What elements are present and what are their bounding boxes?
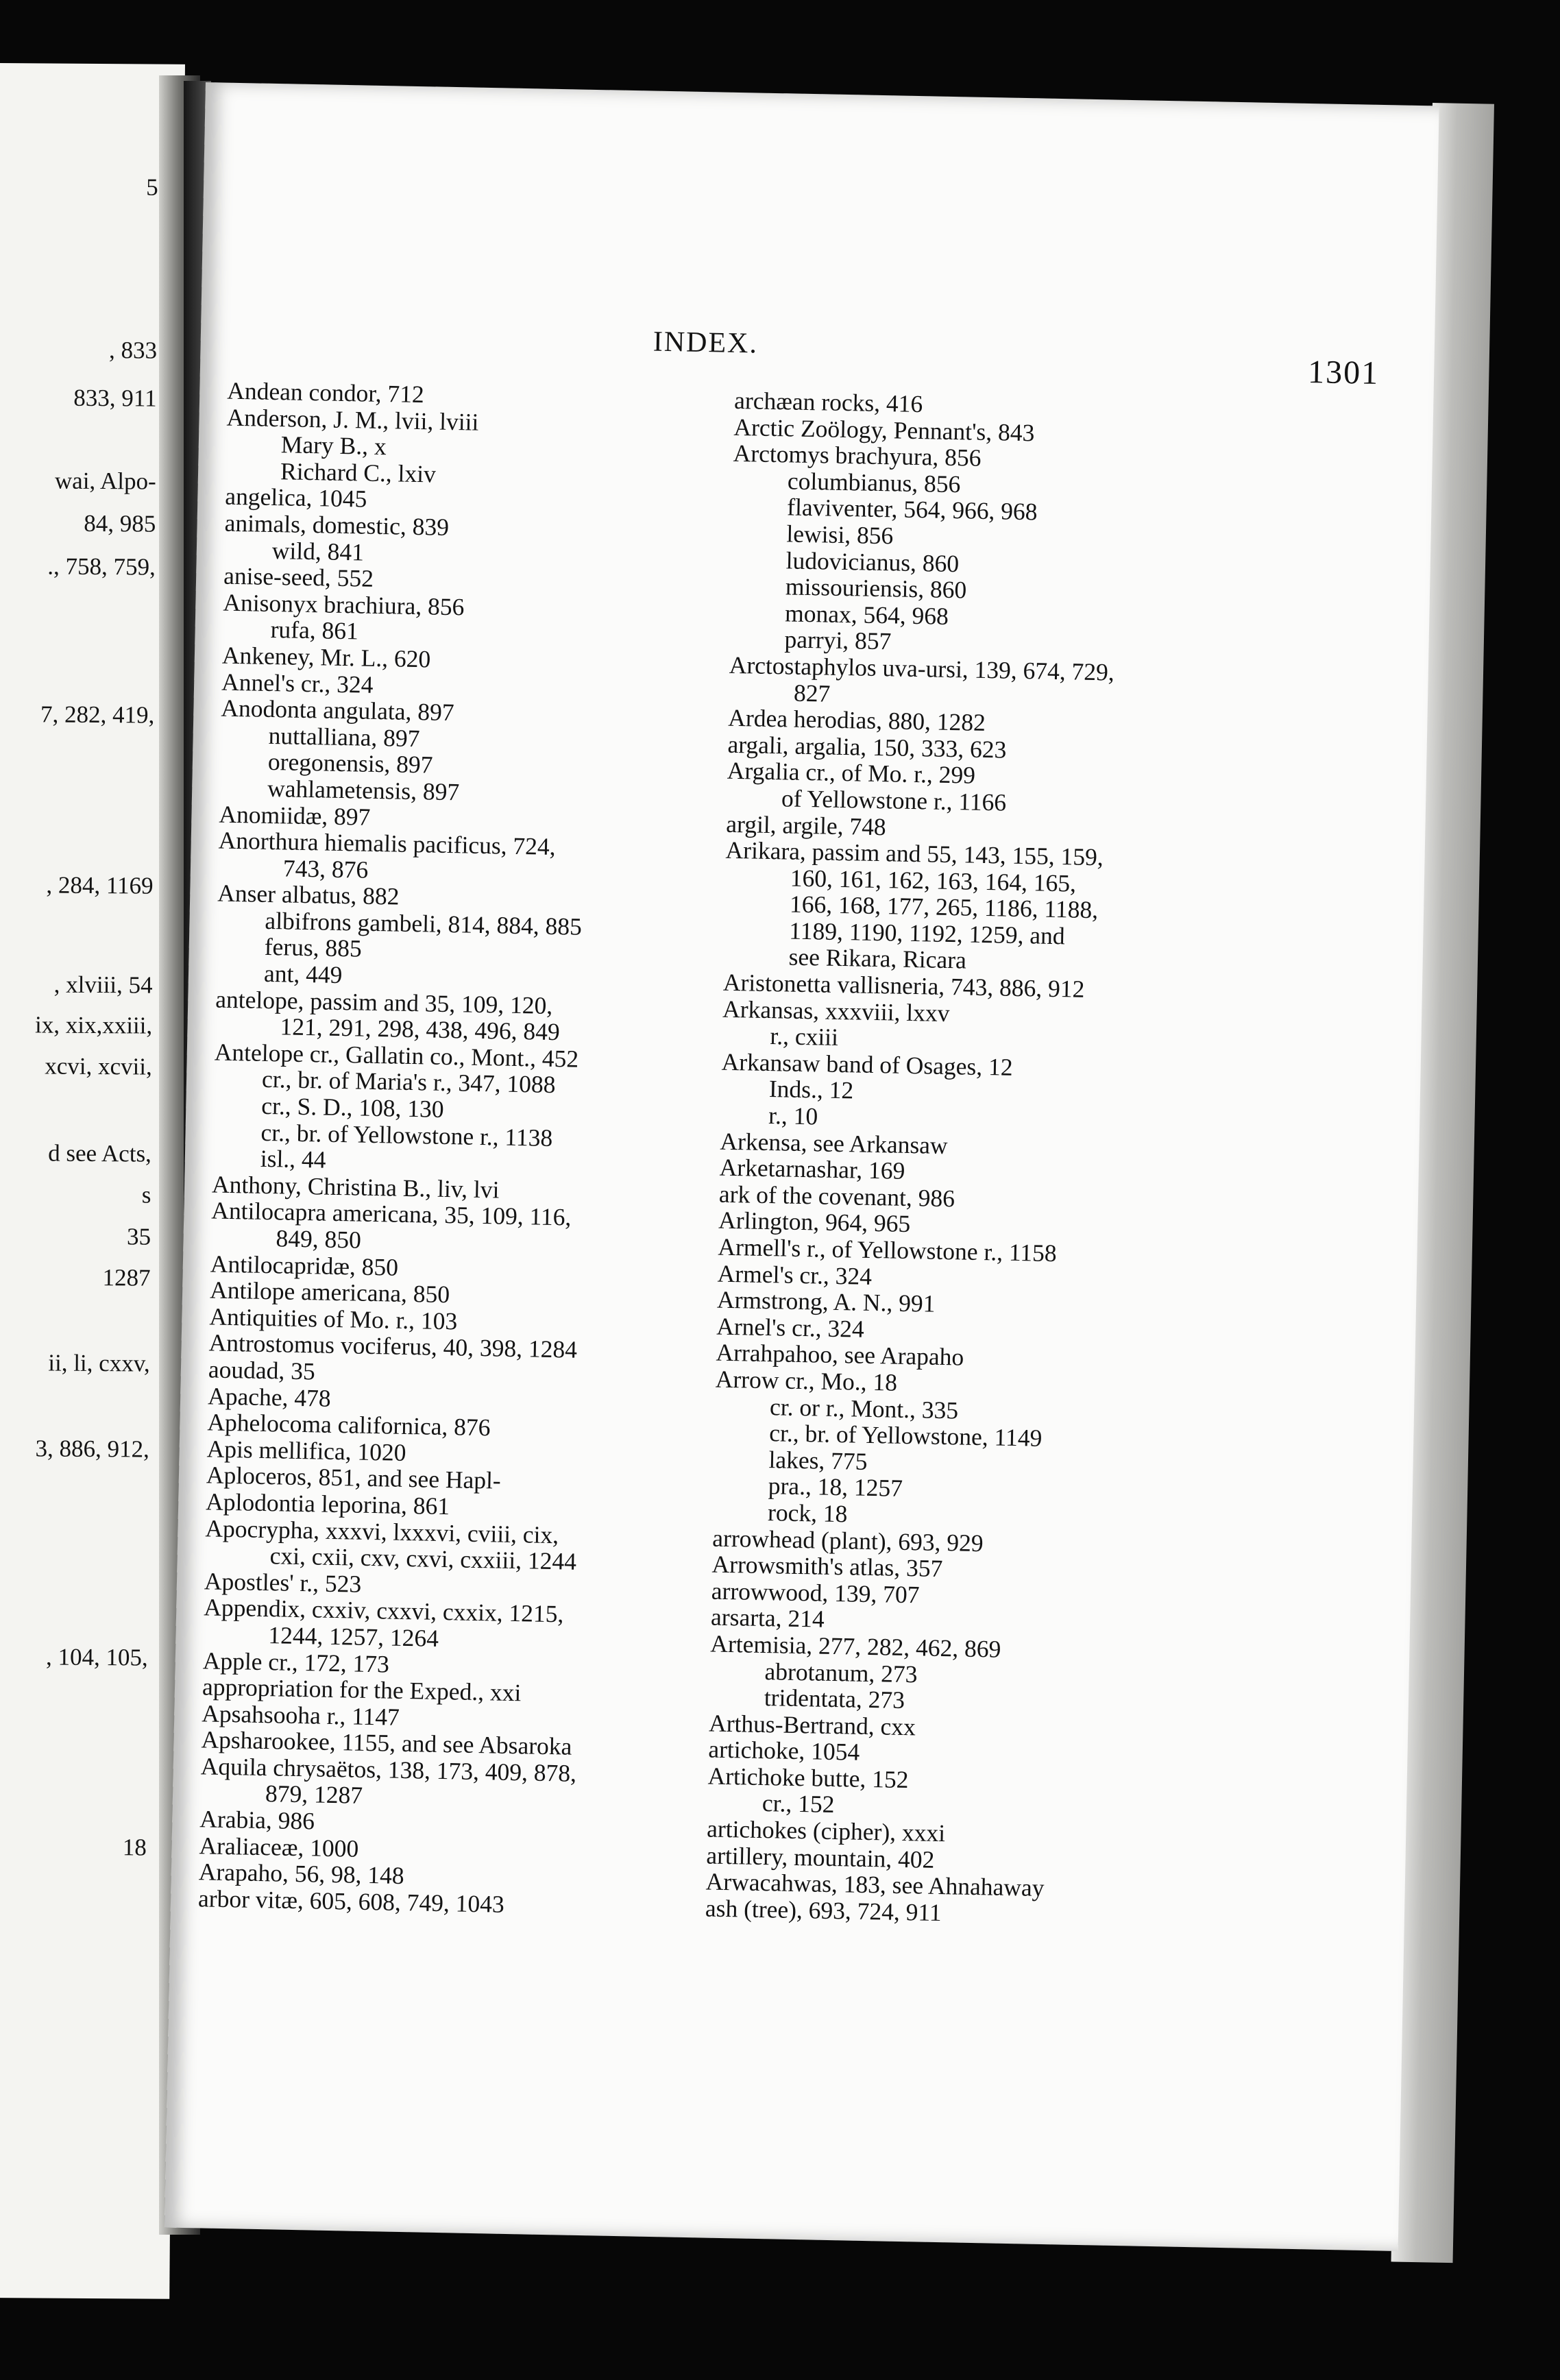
index-entry: rufa, 861	[270, 616, 359, 645]
index-entry: parryi, 857	[784, 625, 892, 655]
left-page-fragment: 1287	[102, 1263, 151, 1291]
index-entry: monax, 564, 968	[784, 599, 949, 630]
index-entry: Antilope americana, 850	[209, 1276, 450, 1309]
index-entry: Apostles' r., 523	[204, 1567, 362, 1598]
index-entry: 827	[793, 679, 831, 707]
left-page-fragment: 7, 282, 419,	[40, 701, 155, 729]
index-entry: Arabia, 986	[199, 1805, 315, 1835]
index-entry: Arthus-Bertrand, cxx	[708, 1709, 916, 1741]
index-entry: wahlametensis, 897	[267, 774, 460, 806]
index-entry: Anser albatus, 882	[217, 879, 400, 910]
index-entry: Arketarnashar, 169	[719, 1153, 905, 1185]
index-entry: appropriation for the Exped., xxi	[202, 1673, 522, 1707]
index-entry: Apocrypha, xxxvi, lxxxvi, cviii, cix,	[205, 1514, 559, 1549]
index-entry: Argalia cr., of Mo. r., 299	[727, 757, 976, 790]
index-entry: missouriensis, 860	[785, 572, 967, 604]
index-entry: antelope, passim and 35, 109, 120,	[215, 985, 553, 1019]
index-entry: see Rikara, Ricara	[788, 943, 967, 975]
index-entry: argil, argile, 748	[725, 810, 887, 840]
left-page-fragment: , 104, 105,	[45, 1643, 148, 1671]
left-page-fragment: d see Acts,	[48, 1139, 152, 1167]
index-entry: arrowhead (plant), 693, 929	[711, 1524, 984, 1557]
index-entry: cr. or r., Mont., 335	[769, 1392, 959, 1424]
index-entry: Arctic Zoölogy, Pennant's, 843	[733, 413, 1035, 446]
index-entry: 849, 850	[276, 1224, 362, 1254]
page-number: 1301	[1307, 353, 1380, 391]
index-entry: Apple cr., 172, 173	[202, 1646, 390, 1678]
index-entry: cr., br. of Maria's r., 347, 1088	[261, 1065, 556, 1099]
index-entry: Ankeney, Mr. L., 620	[221, 641, 431, 673]
index-entry: ark of the covenant, 986	[718, 1180, 955, 1213]
index-entry: Apsharookee, 1155, and see Absaroka	[201, 1725, 572, 1760]
index-entry: cr., br. of Yellowstone, 1149	[768, 1419, 1043, 1452]
index-entry: Arkansaw band of Osages, 12	[721, 1047, 1013, 1081]
right-page	[164, 82, 1439, 2251]
index-entry: Anorthura hiemalis pacificus, 724,	[218, 826, 557, 861]
left-page-fragment: wai, Alpo-	[54, 467, 156, 495]
index-entry: 743, 876	[282, 854, 369, 884]
index-entry: albifrons gambeli, 814, 884, 885	[265, 906, 583, 940]
index-entry: Arkansas, xxxviii, lxxv	[722, 995, 950, 1027]
index-entry: abrotanum, 273	[764, 1657, 918, 1688]
index-entry: Aristonetta vallisneria, 743, 886, 912	[722, 968, 1085, 1003]
index-entry: Arctomys brachyura, 856	[733, 439, 982, 472]
index-entry: Mary B., x	[280, 430, 387, 461]
index-entry: arrowwood, 139, 707	[711, 1577, 920, 1609]
index-entry: wild, 841	[271, 536, 365, 566]
index-entry: cxi, cxii, cxv, cxvi, cxxiii, 1244	[269, 1542, 577, 1575]
index-entry: angelica, 1045	[225, 483, 367, 513]
index-entry: Armel's cr., 324	[717, 1259, 873, 1290]
left-page-text-fragments	[0, 63, 185, 2299]
index-entry: Arwacahwas, 183, see Ahnahaway	[705, 1867, 1045, 1902]
index-entry: Antrostomus vociferus, 40, 398, 1284	[208, 1328, 578, 1364]
index-entry: artichoke, 1054	[708, 1735, 860, 1766]
index-entry: 166, 168, 177, 265, 1186, 1188,	[789, 890, 1099, 924]
index-entry: Richard C., lxiv	[280, 457, 437, 488]
index-column-left	[198, 378, 707, 1921]
index-entry: Aplodontia leporina, 861	[205, 1487, 450, 1520]
left-page-fragment: , xlviii, 54	[53, 971, 153, 999]
left-page-fragment: 35	[126, 1223, 151, 1250]
index-entry: cr., br. of Yellowstone r., 1138	[260, 1118, 553, 1152]
index-entry: Antilocapra americana, 35, 109, 116,	[211, 1196, 572, 1231]
left-page-fragment: 18	[122, 1834, 147, 1861]
index-entry: Araliaceæ, 1000	[199, 1831, 359, 1862]
index-entry: oregonensis, 897	[267, 748, 433, 779]
index-entry: Arrow cr., Mo., 18	[715, 1365, 898, 1396]
index-entry: 879, 1287	[265, 1780, 363, 1810]
index-entry: Aquila chrysaëtos, 138, 173, 409, 878,	[200, 1752, 577, 1787]
index-entry: arsarta, 214	[710, 1603, 825, 1634]
left-page	[0, 63, 185, 2299]
left-page-fragment: xcvi, xcvii,	[45, 1052, 152, 1080]
running-head: INDEX.	[653, 326, 759, 360]
index-entry: Annel's cr., 324	[221, 668, 374, 699]
index-entry: isl., 44	[260, 1145, 326, 1174]
index-entry: arbor vitæ, 605, 608, 749, 1043	[197, 1884, 505, 1918]
index-entry: ant, 449	[263, 959, 343, 989]
index-entry: Aphelocoma californica, 876	[207, 1408, 491, 1442]
index-entry: Apis mellifica, 1020	[206, 1435, 406, 1466]
index-entry: Inds., 12	[768, 1075, 854, 1104]
left-page-fragment: , 284, 1169	[46, 871, 154, 899]
index-entry: 121, 291, 298, 438, 496, 849	[280, 1012, 561, 1046]
index-entry: nuttalliana, 897	[268, 721, 420, 752]
index-entry: archæan rocks, 416	[733, 386, 923, 418]
index-entry: 1244, 1257, 1264	[268, 1621, 439, 1652]
index-entry: Armell's r., of Yellowstone r., 1158	[718, 1232, 1058, 1267]
index-entry: Arrowsmith's atlas, 357	[711, 1550, 943, 1583]
index-entry: tridentata, 273	[764, 1684, 905, 1714]
left-page-fragment: ii, li, cxxv,	[48, 1349, 150, 1377]
left-page-fragment: s	[141, 1181, 151, 1209]
index-entry: of Yellowstone r., 1166	[781, 784, 1007, 816]
index-entry: Anthony, Christina B., liv, lvi	[211, 1170, 500, 1204]
index-entry: ash (tree), 693, 724, 911	[705, 1894, 942, 1926]
index-column-right	[705, 387, 1256, 1932]
left-page-fragment: 84, 985	[84, 509, 156, 537]
left-page-fragment: , 833	[108, 336, 158, 364]
left-page-fragment: 5	[146, 173, 158, 201]
index-entry: Appendix, cxxiv, cxxvi, cxxix, 1215,	[203, 1593, 564, 1628]
index-entry: Artichoke butte, 152	[707, 1762, 909, 1794]
left-page-fragment: ix, xix,xxiii,	[34, 1011, 153, 1039]
index-entry: Arctostaphylos uva-ursi, 139, 674, 729,	[729, 651, 1115, 686]
index-entry: lewisi, 856	[786, 520, 894, 550]
index-entry: anise-seed, 552	[223, 561, 374, 592]
index-entry: cr., 152	[761, 1789, 835, 1819]
index-entry: ludovicianus, 860	[785, 546, 960, 577]
index-entry: Antilocapridæ, 850	[210, 1250, 399, 1281]
index-entry: 160, 161, 162, 163, 164, 165,	[790, 864, 1077, 897]
index-entry: Apsahsooha r., 1147	[201, 1699, 400, 1731]
index-entry: Arikara, passim and 55, 143, 155, 159,	[725, 836, 1104, 871]
left-page-fragment: 3, 886, 912,	[35, 1435, 150, 1463]
index-entry: artillery, mountain, 402	[706, 1841, 935, 1873]
index-entry: Ardea herodias, 880, 1282	[727, 703, 986, 737]
index-entry: Antiquities of Mo. r., 103	[209, 1302, 458, 1335]
index-entry: rock, 18	[767, 1498, 848, 1528]
index-entry: columbianus, 856	[787, 467, 961, 498]
index-entry: Andean condor, 712	[226, 376, 425, 409]
index-entry: 1189, 1190, 1192, 1259, and	[789, 916, 1066, 950]
index-entry: r., cxiii	[770, 1022, 839, 1052]
index-entry: Antelope cr., Gallatin co., Mont., 452	[214, 1038, 579, 1073]
index-entry: Arapaho, 56, 98, 148	[198, 1858, 404, 1890]
index-entry: pra., 18, 1257	[768, 1472, 903, 1503]
index-entry: Arkensa, see Arkansaw	[720, 1127, 949, 1159]
index-entry: Arrahpahoo, see Arapaho	[716, 1339, 964, 1371]
index-entry: Armstrong, A. N., 991	[716, 1285, 936, 1318]
index-entry: ferus, 885	[264, 933, 363, 963]
index-entry: Anodonta angulata, 897	[221, 694, 454, 727]
left-page-fragment: 833, 911	[73, 384, 157, 412]
index-entry: Anisonyx brachiura, 856	[223, 588, 465, 621]
index-entry: aoudad, 35	[208, 1355, 316, 1385]
index-entry: r., 10	[768, 1102, 818, 1130]
index-entry: Aploceros, 851, and see Hapl-	[206, 1461, 502, 1494]
index-entry: lakes, 775	[768, 1445, 868, 1475]
index-entry: Arnel's cr., 324	[716, 1312, 865, 1343]
index-entry: artichokes (cipher), xxxi	[706, 1814, 946, 1847]
index-entry: animals, domestic, 839	[224, 509, 450, 541]
index-entry: Anderson, J. M., lvii, lviii	[226, 403, 479, 436]
index-entry: cr., S. D., 108, 130	[260, 1091, 444, 1123]
index-entry: argali, argalia, 150, 333, 623	[727, 730, 1007, 764]
left-page-fragment: ., 758, 759,	[47, 552, 156, 581]
index-entry: Artemisia, 277, 282, 462, 869	[710, 1629, 1001, 1663]
index-entry: Arlington, 964, 965	[718, 1206, 911, 1238]
index-entry: flaviventer, 564, 966, 968	[786, 493, 1038, 526]
index-entry: Apache, 478	[207, 1381, 331, 1412]
index-entry: Anomiidæ, 897	[219, 800, 371, 831]
